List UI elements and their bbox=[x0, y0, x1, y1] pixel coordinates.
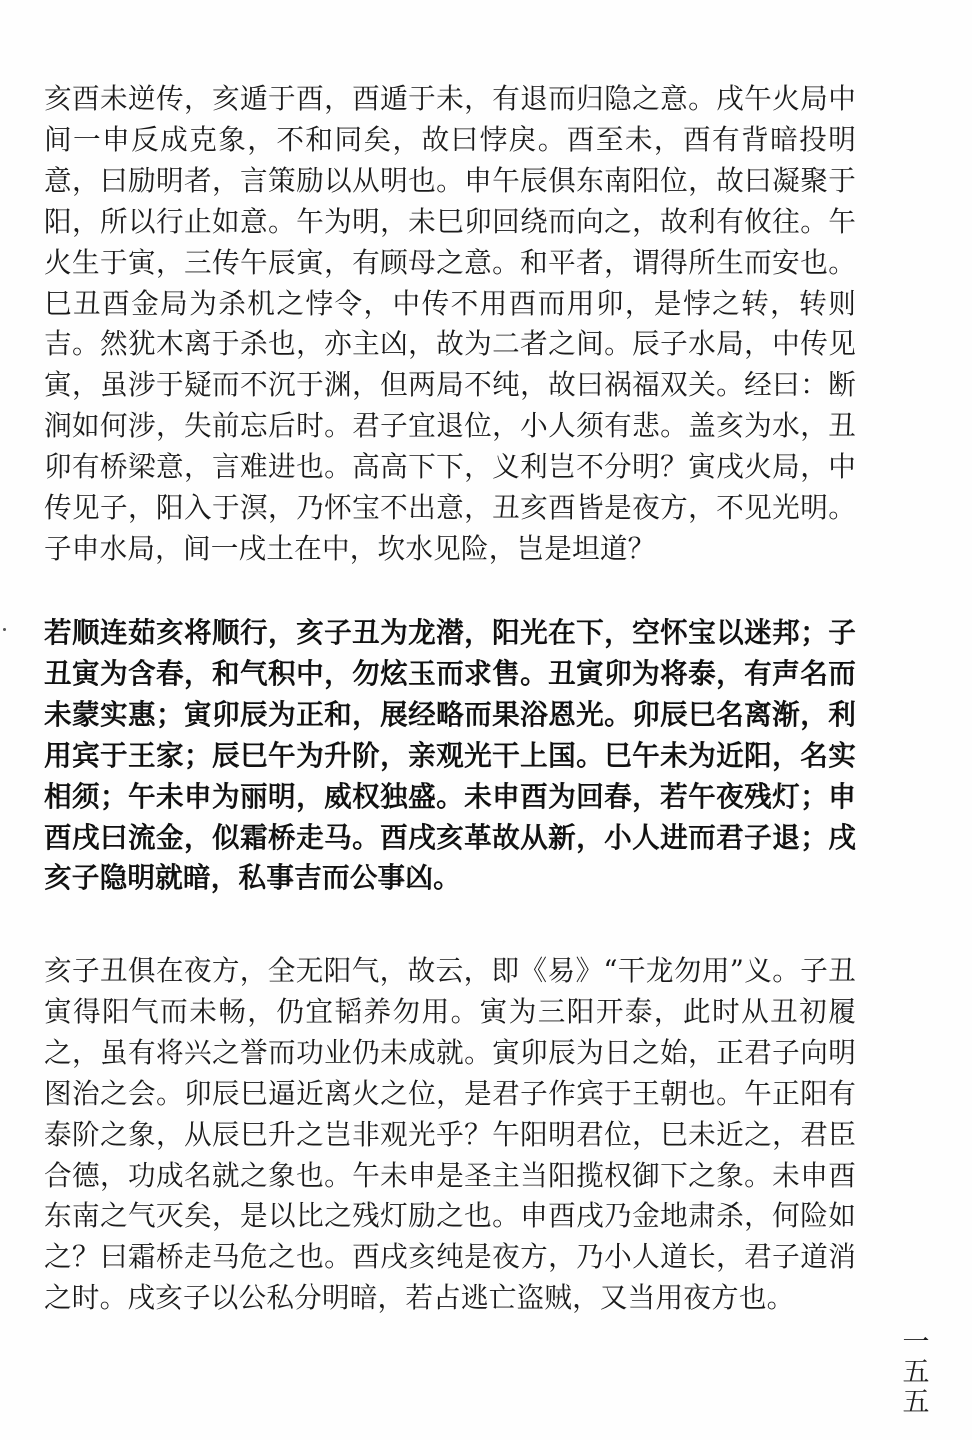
page-number: 一 五 五 bbox=[902, 1327, 930, 1418]
margin-mark bbox=[3, 628, 6, 631]
paragraph-main-text: 若顺连茹亥将顺行，亥子丑为龙潜，阳光在下，空怀宝以迷邦；子丑寅为含春，和气积中，勿炫玉而求售。丑寅卯为将泰，有声名而未蒙实惠；寅卯辰为正和，展经略而果浴恩光。卯辰巳名离渐，利用宾于王家；辰巳午为升阶，亲观光干上国。巳午未为近阳，名实相须；午未申为丽明，威权独盛。未申酉为回春，若午夜残灯；申酉戌曰流金，似霜桥走马。酉戌亥革故从新，小人进而君子退；戌亥子隐明就暗，私事吉而公事凶。 bbox=[44, 616, 856, 895]
paragraph-commentary-1: 亥酉未逆传，亥遁于酉，酉遁于未，有退而归隐之意。戌午火局中间一申反成克象，不和同矣，故曰悖戾。酉至未，酉有背暗投明意，曰励明者，言策励以从明也。申午辰俱东南阳位，故曰凝聚于阳，所以行止如意。午为明，未巳卯回绕而向之，故利有攸往。午火生于寅，三传午辰寅，有顾母之意。和平者，谓得所生而安也。巳丑酉金局为杀机之悖令，中传不用酉而用卯，是悖之转，转则吉。然犹木离于杀也，亦主凶，故为二者之间。辰子水局，中传见寅，虽涉于疑而不沉于渊，但两局不纯，故曰祸福双关。经曰：断涧如何涉，失前忘后时。君子宜退位，小人须有悲。盖亥为水，丑卯有桥梁意，言难进也。高高下下，义利岂不分明？寅戌火局，中传见子，阳入于溟，乃怀宝不出意，丑亥酉皆是夜方，不见光明。子申水局，间一戌土在中，坎水见险，岂是坦道？ bbox=[44, 82, 856, 565]
paragraph-commentary-2: 亥子丑俱在夜方，全无阳气，故云，即《易》“干龙勿用”义。子丑寅得阳气而未畅，仍宜韬养勿用。寅为三阳开泰，此时从丑初履之，虽有将兴之誉而功业仍未成就。寅卯辰为日之始，正君子向明图治之会。卯辰巳逼近离火之位，是君子作宾于王朝也。午正阳有泰阶之象，从辰巳升之岂非观光乎？午阳明君位，巳未近之，君臣合德，功成名就之象也。午未申是圣主当阳揽权御下之象。未申酉东南之气灭矣，是以比之残灯励之也。申酉戌乃金地肃杀，何险如之？曰霜桥走马危之也。酉戌亥纯是夜方，乃小人道长，君子道消之时。戌亥子以公私分明暗，若占逃亡盗贼，又当用夜方也。 bbox=[44, 954, 856, 1315]
